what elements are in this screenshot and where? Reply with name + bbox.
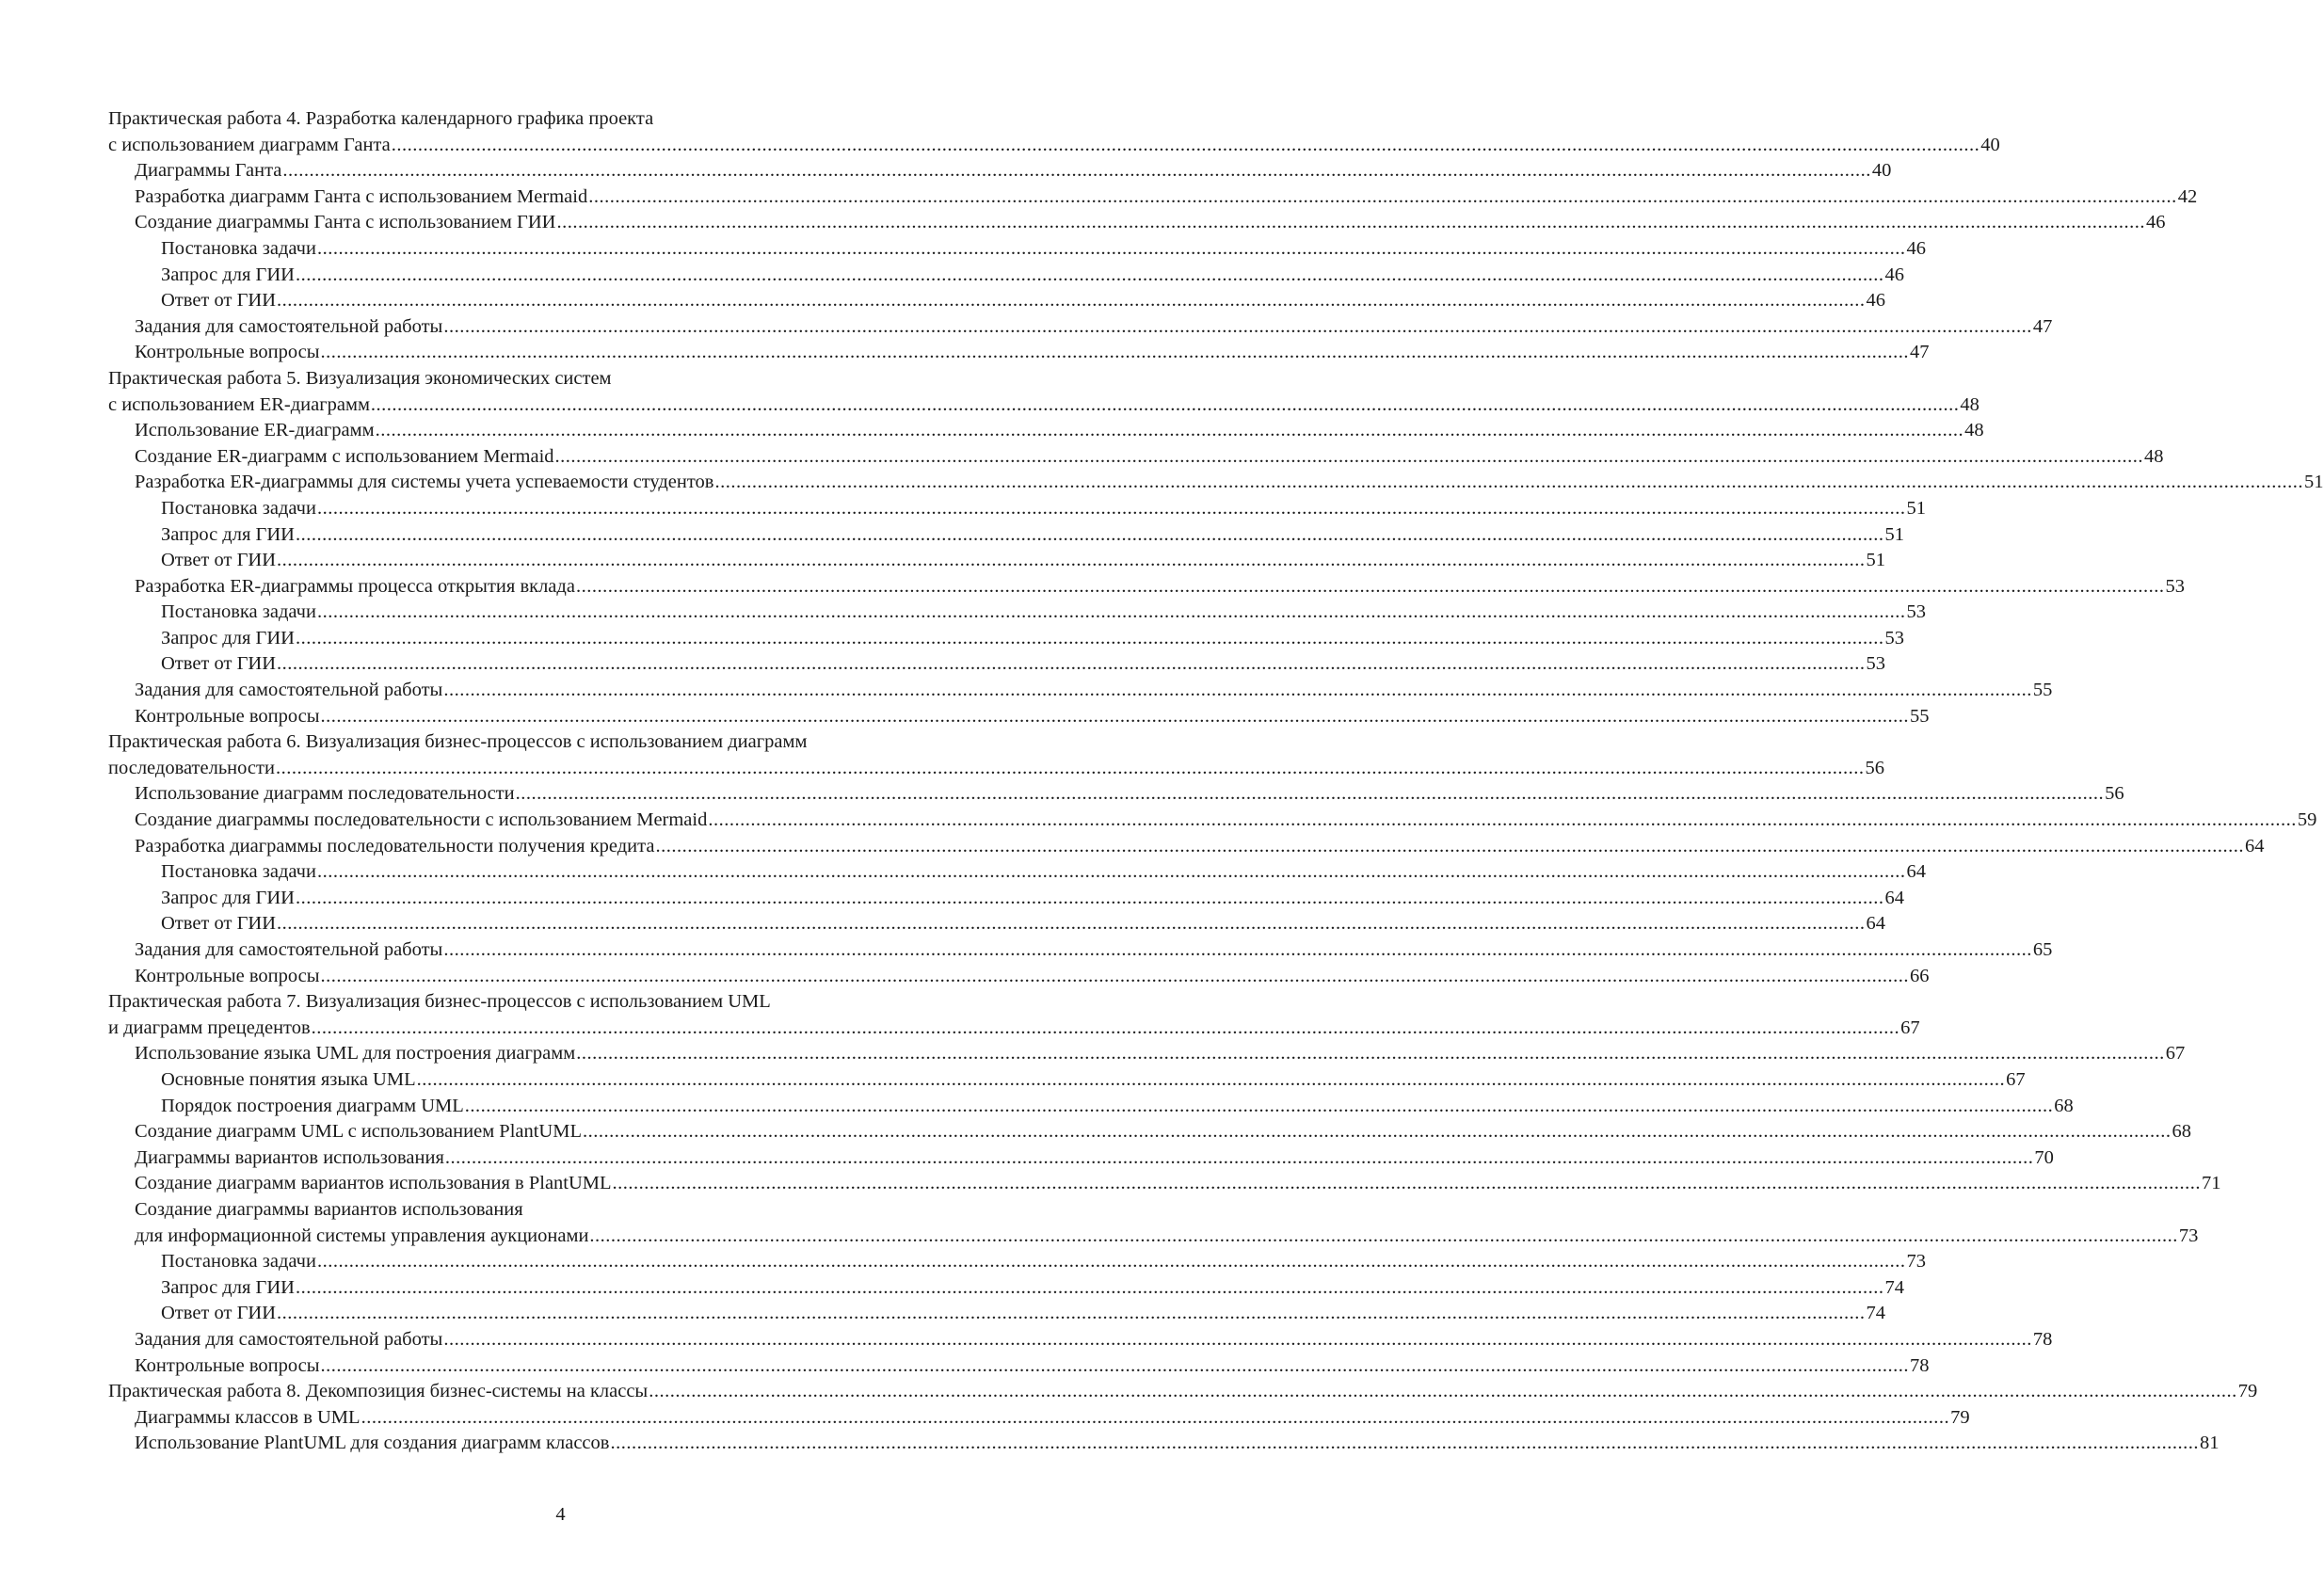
toc-page-number: 67 (1900, 1017, 1920, 1038)
toc-dot-leader: ............................................................................................................................................................................................................................................................................................................ (282, 160, 1871, 182)
toc-dot-leader: ............................................................................................................................................................................................................................................................................................................ (316, 601, 1906, 623)
toc-entry-title: Создание диаграммы последовательности с использованием Mermaid (135, 809, 708, 831)
toc-dot-leader: ............................................................................................................................................................................................................................................................................................................ (295, 627, 1884, 648)
toc-entry-title: с использованием диаграмм Ганта (108, 134, 391, 155)
toc-entry-title: Ответ от ГИИ (161, 653, 277, 675)
toc-page-number: 47 (2032, 315, 2053, 337)
toc-entry[interactable] (108, 911, 1886, 937)
toc-entry-title: Задания для самостоятельной работы (135, 1328, 443, 1350)
toc-page-number: 56 (1865, 757, 1884, 778)
toc-dot-leader: ............................................................................................................................................................................................................................................................................................................ (295, 523, 1884, 545)
toc-page-number: 79 (1950, 1406, 1970, 1428)
toc-dot-leader: ............................................................................................................................................................................................................................................................................................................ (295, 887, 1884, 908)
toc-dot-leader: ............................................................................................................................................................................................................................................................................................................ (612, 1173, 2202, 1194)
toc-page-number: 65 (2032, 939, 2053, 960)
toc-page-number: 48 (2144, 445, 2164, 467)
toc-entry[interactable] (108, 964, 1930, 990)
toc-entry[interactable] (108, 1379, 2258, 1405)
toc-page-number: 64 (2244, 835, 2265, 857)
toc-dot-leader: ............................................................................................................................................................................................................................................................................................................ (277, 290, 1866, 312)
toc-entry[interactable] (108, 314, 2053, 341)
toc-page-number: 56 (2105, 783, 2124, 805)
toc-dot-leader: ............................................................................................................................................................................................................................................................................................................ (370, 393, 1960, 415)
toc-entry-line[interactable] (108, 106, 1018, 133)
page-number: 4 (555, 1504, 566, 1525)
toc-entry[interactable] (108, 392, 1979, 419)
toc-page-number: 55 (2032, 680, 2053, 701)
toc-dot-leader: ............................................................................................................................................................................................................................................................................................................ (589, 1225, 2178, 1246)
toc-entry-title: с использованием ER-диаграмм (108, 393, 370, 415)
toc-entry[interactable] (108, 418, 1984, 444)
toc-page-number: 79 (2237, 1381, 2258, 1402)
toc-page-number: 64 (1884, 887, 1904, 908)
toc-dot-leader: ............................................................................................................................................................................................................................................................................................................ (416, 1068, 2006, 1090)
toc-page-number: 46 (1906, 237, 1926, 259)
toc-dot-leader: ............................................................................................................................................................................................................................................................................................................ (515, 783, 2105, 805)
toc-dot-leader: ............................................................................................................................................................................................................................................................................................................ (556, 212, 2145, 233)
toc-entry-title: Запрос для ГИИ (161, 1276, 295, 1298)
toc-entry-title: Задания для самостоятельной работы (135, 315, 443, 337)
toc-entry-title: Практическая работа 8. Декомпозиция бизнес-системы на классы (108, 1381, 649, 1402)
toc-entry-title: Создание диаграмм вариантов использования в PlantUML (135, 1173, 612, 1194)
toc-dot-leader: ............................................................................................................................................................................................................................................................................................................ (320, 342, 1910, 363)
toc-entry[interactable] (108, 1224, 2199, 1250)
toc-entry-title: Ответ от ГИИ (161, 550, 277, 571)
toc-dot-leader: ............................................................................................................................................................................................................................................................................................................ (575, 575, 2165, 597)
toc-entry-title: Практическая работа 4. Разработка календарного графика проекта (108, 108, 654, 129)
toc-entry-title: Запрос для ГИИ (161, 523, 295, 545)
toc-entry-title: Ответ от ГИИ (161, 1303, 277, 1324)
toc-entry-title: Постановка задачи (161, 497, 316, 519)
toc-entry[interactable] (108, 1249, 1926, 1275)
toc-entry[interactable] (108, 574, 2185, 600)
toc-dot-leader: ............................................................................................................................................................................................................................................................................................................ (375, 420, 1964, 441)
toc-entry-title: Использование языка UML для построения диаграмм (135, 1043, 576, 1065)
toc-dot-leader: ............................................................................................................................................................................................................................................................................................................ (277, 1303, 1866, 1324)
toc-entry[interactable] (108, 808, 2317, 834)
toc-dot-leader: ............................................................................................................................................................................................................................................................................................................ (316, 497, 1906, 519)
toc-entry[interactable] (108, 158, 1892, 184)
toc-dot-leader: ............................................................................................................................................................................................................................................................................................................ (316, 861, 1906, 883)
toc-entry-title: Контрольные вопросы (135, 342, 320, 363)
toc-dot-leader: ............................................................................................................................................................................................................................................................................................................ (295, 1276, 1884, 1298)
toc-entry[interactable] (108, 288, 1886, 314)
toc-entry-title: Запрос для ГИИ (161, 264, 295, 285)
toc-page-number: 68 (2172, 1121, 2191, 1143)
toc-entry-title: Ответ от ГИИ (161, 290, 277, 312)
toc-dot-leader: ............................................................................................................................................................................................................................................................................................................ (275, 757, 1865, 778)
toc-dot-leader: ............................................................................................................................................................................................................................................................................................................ (610, 1433, 2199, 1454)
toc-entry[interactable] (108, 184, 2198, 211)
toc-page-number: 64 (1866, 913, 1886, 935)
toc-page-number: 47 (1910, 342, 1930, 363)
toc-entry-title: Создание диаграмм UML с использованием PlantUML (135, 1121, 582, 1143)
toc-dot-leader: ............................................................................................................................................................................................................................................................................................................ (391, 134, 1980, 155)
toc-dot-leader: ............................................................................................................................................................................................................................................................................................................ (320, 1354, 1910, 1376)
toc-dot-leader: ............................................................................................................................................................................................................................................................................................................ (320, 705, 1910, 727)
toc-page-number: 46 (1884, 264, 1904, 285)
toc-entry[interactable] (108, 1431, 2220, 1457)
toc-entry-title: Порядок построения диаграмм UML (161, 1095, 464, 1116)
toc-entry-title: Использование ER-диаграмм (135, 420, 375, 441)
toc-entry[interactable] (108, 834, 2265, 860)
toc-entry-title: Создание ER-диаграмм с использованием Mermaid (135, 445, 554, 467)
toc-dot-leader: ............................................................................................................................................................................................................................................................................................................ (277, 913, 1866, 935)
toc-entry[interactable] (108, 444, 2164, 471)
toc-entry[interactable] (108, 1301, 1886, 1327)
toc-page-number: 73 (1906, 1251, 1926, 1273)
toc-entry[interactable] (108, 1171, 2221, 1197)
toc-dot-leader: ............................................................................................................................................................................................................................................................................................................ (655, 835, 2244, 857)
toc-dot-leader: ............................................................................................................................................................................................................................................................................................................ (311, 1017, 1900, 1038)
toc-entry-title: Постановка задачи (161, 861, 316, 883)
toc-entry-title: Контрольные вопросы (135, 965, 320, 986)
table-of-contents (108, 106, 2324, 1457)
toc-entry[interactable] (108, 522, 1904, 549)
toc-entry[interactable] (108, 1353, 1930, 1380)
toc-dot-leader: ............................................................................................................................................................................................................................................................................................................ (295, 264, 1884, 285)
toc-entry[interactable] (108, 263, 1904, 289)
toc-dot-leader: ............................................................................................................................................................................................................................................................................................................ (649, 1381, 2237, 1402)
toc-page-number: 68 (2054, 1095, 2074, 1116)
toc-entry[interactable] (108, 1094, 2074, 1120)
toc-dot-leader: ............................................................................................................................................................................................................................................................................................................ (277, 653, 1866, 675)
toc-entry-title: Запрос для ГИИ (161, 627, 295, 648)
toc-entry-title: Создание диаграммы Ганта с использованием ГИИ (135, 212, 556, 233)
toc-page-number: 64 (1906, 861, 1926, 883)
toc-entry-title: для информационной системы управления аукционами (135, 1225, 589, 1246)
toc-page-number: 74 (1884, 1276, 1904, 1298)
toc-page-number: 40 (1871, 160, 1892, 182)
toc-entry[interactable] (108, 651, 1886, 678)
toc-entry-title: Постановка задачи (161, 1251, 316, 1273)
toc-entry[interactable] (108, 756, 1884, 782)
toc-entry[interactable] (108, 626, 1904, 652)
toc-entry-title: Создание диаграммы вариантов использования (135, 1198, 523, 1220)
toc-dot-leader: ............................................................................................................................................................................................................................................................................................................ (576, 1043, 2165, 1065)
toc-page-number: 67 (2165, 1043, 2186, 1065)
toc-page-number: 51 (2304, 472, 2324, 493)
toc-entry-title: Разработка диаграммы последовательности получения кредита (135, 835, 655, 857)
toc-entry-line[interactable] (108, 1197, 1018, 1224)
toc-entry[interactable] (108, 781, 2124, 808)
toc-page-number: 81 (2199, 1433, 2220, 1454)
toc-dot-leader: ............................................................................................................................................................................................................................................................................................................ (361, 1406, 1950, 1428)
toc-entry-title: Диаграммы вариантов использования (135, 1146, 444, 1168)
toc-dot-leader: ............................................................................................................................................................................................................................................................................................................ (582, 1121, 2172, 1143)
toc-entry[interactable] (108, 1327, 2053, 1353)
toc-entry[interactable] (108, 1275, 1904, 1302)
toc-entry[interactable] (108, 859, 1926, 886)
toc-page-number: 46 (1866, 290, 1886, 312)
toc-entry[interactable] (108, 210, 2166, 236)
toc-entry-title: Разработка диаграмм Ганта с использованием Mermaid (135, 185, 588, 207)
toc-entry-title: Практическая работа 5. Визуализация экономических систем (108, 367, 612, 389)
toc-entry[interactable] (108, 937, 2053, 964)
toc-page-number: 70 (2034, 1146, 2054, 1168)
toc-entry-title: последовательности (108, 757, 275, 778)
toc-entry[interactable] (108, 1405, 1970, 1432)
toc-page-number: 48 (1960, 393, 1979, 415)
toc-dot-leader: ............................................................................................................................................................................................................................................................................................................ (588, 185, 2177, 207)
toc-entry[interactable] (108, 340, 1930, 366)
toc-entry-title: Задания для самостоятельной работы (135, 680, 443, 701)
toc-entry[interactable] (108, 600, 1926, 626)
toc-page-number: 78 (1910, 1354, 1930, 1376)
toc-page-number: 48 (1964, 420, 1984, 441)
toc-entry-title: Постановка задачи (161, 601, 316, 623)
toc-entry-title: Запрос для ГИИ (161, 887, 295, 908)
toc-dot-leader: ............................................................................................................................................................................................................................................................................................................ (708, 809, 2297, 831)
toc-entry[interactable] (108, 1145, 2054, 1172)
toc-dot-leader: ............................................................................................................................................................................................................................................................................................................ (443, 939, 2032, 960)
toc-page-number: 55 (1910, 705, 1930, 727)
toc-dot-leader: ............................................................................................................................................................................................................................................................................................................ (320, 965, 1910, 986)
toc-entry-title: Ответ от ГИИ (161, 913, 277, 935)
toc-entry-title: Разработка ER-диаграммы для системы учета успеваемости студентов (135, 472, 714, 493)
toc-page-number: 53 (1866, 653, 1886, 675)
toc-page-number: 53 (1884, 627, 1904, 648)
toc-page-number: 53 (1906, 601, 1926, 623)
toc-page-number: 51 (1866, 550, 1886, 571)
toc-page-number: 78 (2032, 1328, 2053, 1350)
toc-dot-leader: ............................................................................................................................................................................................................................................................................................................ (316, 237, 1906, 259)
toc-dot-leader: ............................................................................................................................................................................................................................................................................................................ (277, 550, 1866, 571)
toc-entry-line[interactable] (108, 729, 1018, 756)
toc-entry[interactable] (108, 496, 1926, 522)
toc-entry[interactable] (108, 1016, 1920, 1042)
toc-entry[interactable] (108, 548, 1886, 574)
toc-dot-leader: ............................................................................................................................................................................................................................................................................................................ (443, 1328, 2032, 1350)
toc-page-number: 74 (1866, 1303, 1886, 1324)
toc-entry-title: Диаграммы классов в UML (135, 1406, 361, 1428)
toc-page-number: 66 (1910, 965, 1930, 986)
toc-entry[interactable] (108, 133, 2000, 159)
toc-entry-title: Практическая работа 7. Визуализация бизнес-процессов с использованием UML (108, 991, 771, 1013)
toc-dot-leader: ............................................................................................................................................................................................................................................................................................................ (444, 1146, 2034, 1168)
toc-page-number: 42 (2177, 185, 2198, 207)
toc-entry-title: Диаграммы Ганта (135, 160, 282, 182)
toc-entry-title: и диаграмм прецедентов (108, 1017, 311, 1038)
toc-page-number: 59 (2297, 809, 2317, 831)
toc-page-number: 40 (1980, 134, 2000, 155)
toc-entry-title: Постановка задачи (161, 237, 316, 259)
toc-entry-line[interactable] (108, 989, 1018, 1016)
toc-entry-title: Основные понятия языка UML (161, 1068, 416, 1090)
toc-dot-leader: ............................................................................................................................................................................................................................................................................................................ (554, 445, 2144, 467)
toc-entry-title: Задания для самостоятельной работы (135, 939, 443, 960)
toc-entry-title: Использование диаграмм последовательности (135, 783, 515, 805)
toc-entry[interactable] (108, 1067, 2026, 1094)
toc-entry-title: Контрольные вопросы (135, 1354, 320, 1376)
toc-entry-title: Использование PlantUML для создания диаграмм классов (135, 1433, 610, 1454)
toc-dot-leader: ............................................................................................................................................................................................................................................................................................................ (443, 315, 2032, 337)
toc-entry[interactable] (108, 470, 2324, 496)
toc-entry[interactable] (108, 1041, 2186, 1067)
toc-page-number: 67 (2006, 1068, 2026, 1090)
toc-page-number: 53 (2165, 575, 2185, 597)
toc-entry[interactable] (108, 678, 2053, 704)
toc-page-number: 71 (2202, 1173, 2221, 1194)
toc-dot-leader: ............................................................................................................................................................................................................................................................................................................ (443, 680, 2032, 701)
toc-page-number: 46 (2145, 212, 2166, 233)
toc-dot-leader: ............................................................................................................................................................................................................................................................................................................ (464, 1095, 2054, 1116)
toc-entry-line[interactable] (108, 366, 1018, 392)
toc-page-number: 51 (1906, 497, 1926, 519)
toc-entry-title: Разработка ER-диаграммы процесса открытия вклада (135, 575, 575, 597)
toc-entry-title: Контрольные вопросы (135, 705, 320, 727)
toc-page-number: 51 (1884, 523, 1904, 545)
toc-page-number: 73 (2178, 1225, 2199, 1246)
toc-dot-leader: ............................................................................................................................................................................................................................................................................................................ (316, 1251, 1906, 1273)
toc-entry-title: Практическая работа 6. Визуализация бизнес-процессов с использованием диаграмм (108, 731, 808, 753)
toc-entry[interactable] (108, 704, 1930, 730)
toc-entry[interactable] (108, 236, 1926, 263)
toc-dot-leader: ............................................................................................................................................................................................................................................................................................................ (714, 472, 2303, 493)
toc-entry[interactable] (108, 1119, 2191, 1145)
toc-entry[interactable] (108, 886, 1904, 912)
